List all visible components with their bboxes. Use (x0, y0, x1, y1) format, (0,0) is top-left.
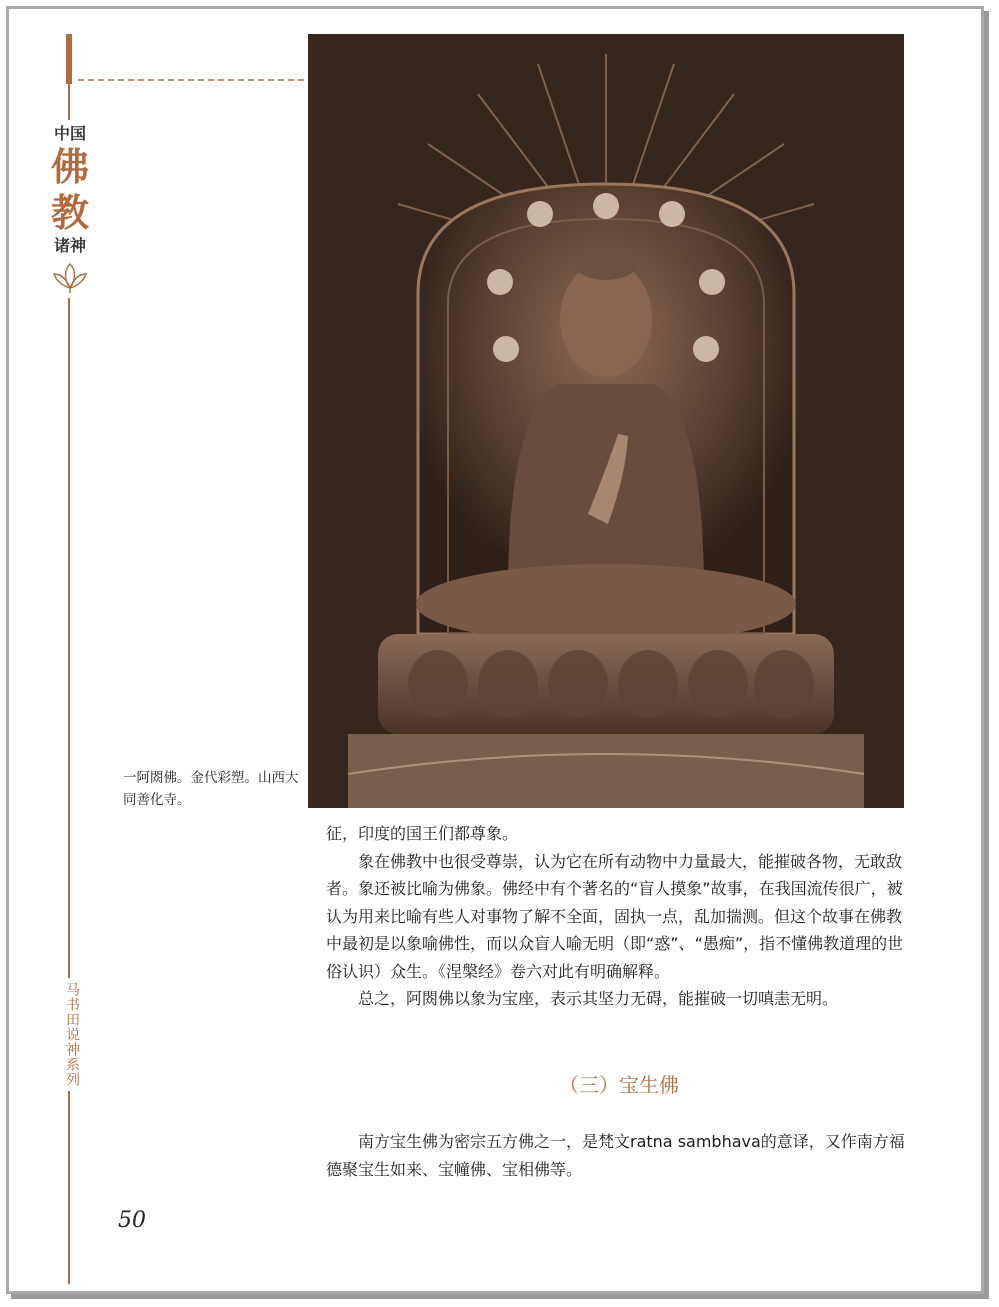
series-title-line2: 诸神 (53, 236, 86, 255)
paragraph: 南方宝生佛为密宗五方佛之一，是梵文ratna sambhava的意译，又作南方福德聚宝生如来、宝幢佛、宝相佛等。 (326, 1132, 905, 1179)
section-body (326, 1128, 912, 1184)
buddha-statue-icon (308, 34, 904, 808)
page-number: 50 (118, 1208, 146, 1233)
body-text-block (326, 820, 912, 1013)
section-heading: （三）宝生佛 (559, 1073, 679, 1097)
series-title-block (48, 120, 92, 298)
series-title-char1: 佛 (50, 144, 89, 189)
series-name-vertical: 马书田说神系列 (58, 978, 80, 1091)
margin-rule-cap (66, 34, 72, 84)
paragraph: 象在佛教中也很受尊崇，认为它在所有动物中力量最大，能摧破各物，无敢敌者。象还被比喻为佛象。佛经中有个著名的“盲人摸象”故事，在我国流传很广，被认为用来比喻有些人对事物了解不全面，固执一点，乱加揣测。但这个故事在佛教中最初是以象喻佛性，而以众盲人喻无明（即“惑”、“愚痴”，指不懂佛教道理的世俗认识）众生。《涅槃经》卷六对此有明确解释。 (326, 851, 904, 981)
photo-caption: 一阿閦佛。金代彩塑。山西大同善化寺。 (123, 770, 299, 808)
paragraph: 总之，阿閦佛以象为宝座，表示其坚力无碍，能摧破一切嗔恚无明。 (358, 989, 839, 1008)
series-title-char2: 教 (50, 190, 89, 235)
lotus-ornament-icon (50, 260, 90, 294)
top-dashed-rule (78, 79, 304, 81)
paragraph: 征，印度的国王们都尊象。 (326, 824, 519, 843)
series-title-line1: 中国 (53, 124, 86, 143)
buddha-statue-photo (308, 34, 904, 808)
